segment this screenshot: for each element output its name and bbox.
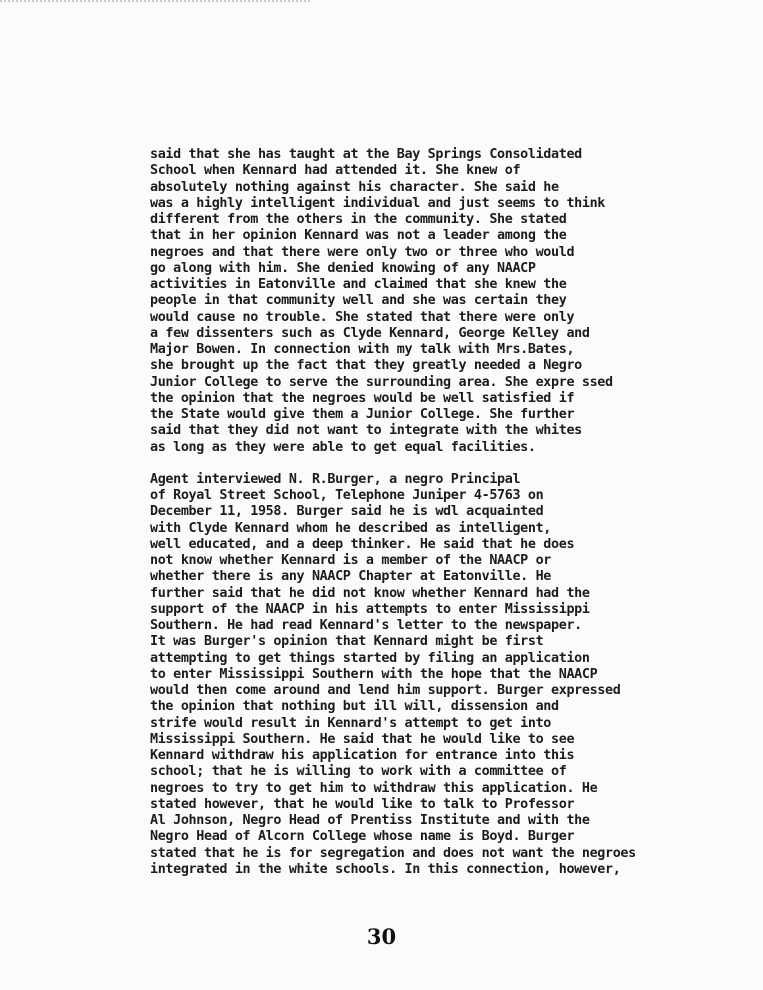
text-line: the opinion that the negroes would be well satisfied if bbox=[150, 390, 575, 406]
text-line: of Royal Street School, Telephone Juniper 4-5763 on bbox=[150, 488, 544, 503]
text-line: activities in Eatonville and claimed that she knew the bbox=[150, 277, 567, 292]
text-line: December 11, 1958. Burger said he is wdl acquainted bbox=[150, 504, 544, 520]
text-line: with Clyde Kennard whom he described as intelligent, bbox=[150, 520, 552, 536]
text-line: a few dissenters such as Clyde Kennard, George Kelley and bbox=[150, 325, 590, 341]
text-line: Junior College to serve the surrounding area. She expre ssed bbox=[150, 374, 613, 390]
text-line: said that they did not want to integrate with the whites bbox=[150, 423, 582, 439]
text-line: Negro Head of Alcorn College whose name is Boyd. Burger bbox=[150, 829, 575, 845]
text-line: negroes to try to get him to withdraw this application. He bbox=[150, 780, 598, 796]
text-line: school; that he is willing to work with a committee of bbox=[150, 764, 567, 780]
text-line: people in that community well and she was certain they bbox=[150, 293, 567, 309]
text-line: to enter Mississippi Southern with the hope that the NAACP bbox=[150, 666, 598, 682]
text-line: Al Johnson, Negro Head of Prentiss Institute and with the bbox=[150, 813, 590, 828]
text-line: Mississippi Southern. He said that he would like to see bbox=[150, 731, 575, 747]
text-line: It was Burger's opinion that Kennard might be first bbox=[150, 634, 544, 650]
text-line: support of the NAACP in his attempts to enter Mississippi bbox=[150, 601, 590, 617]
text-line: integrated in the white schools. In this connection, however, bbox=[150, 861, 621, 877]
text-line: well educated, and a deep thinker. He said that he does bbox=[150, 536, 575, 552]
text-line: stated however, that he would like to talk to Professor bbox=[150, 796, 575, 812]
text-line: Kennard withdraw his application for entrance into this bbox=[150, 748, 575, 763]
text-line: different from the others in the community. She stated bbox=[150, 212, 567, 227]
text-line: go along with him. She denied knowing of any NAACP bbox=[150, 260, 536, 276]
text-line: Southern. He had read Kennard's letter to the newspaper. bbox=[150, 618, 582, 633]
text-line: would cause no trouble. She stated that there were only bbox=[150, 309, 575, 325]
paragraph-2 bbox=[150, 472, 710, 878]
text-line: strife would result in Kennard's attempt to get into bbox=[150, 715, 552, 731]
text-line: not know whether Kennard is a member of the NAACP or bbox=[150, 553, 552, 568]
text-line: was a highly intelligent individual and just seems to think bbox=[150, 195, 605, 211]
text-line: the opinion that nothing but ill will, dissension and bbox=[150, 699, 559, 715]
text-line: the State would give them a Junior College. She further bbox=[150, 407, 575, 422]
top-edge-rule bbox=[0, 0, 310, 2]
text-line: stated that he is for segregation and does not want the negroes bbox=[150, 845, 636, 861]
text-line: further said that he did not know whether Kennard had the bbox=[150, 585, 590, 601]
text-line: attempting to get things started by filing an application bbox=[150, 650, 590, 666]
text-line: School when Kennard had attended it. She knew of bbox=[150, 163, 521, 179]
paragraph-1 bbox=[150, 147, 710, 456]
text-line: would then come around and lend him support. Burger expressed bbox=[150, 683, 621, 698]
text-line: as long as they were able to get equal facilities. bbox=[150, 439, 536, 455]
text-line: Agent interviewed N. R.Burger, a negro Principal bbox=[150, 471, 521, 487]
text-line: that in her opinion Kennard was not a leader among the bbox=[150, 228, 567, 244]
document-body bbox=[150, 147, 710, 878]
page-number: 30 bbox=[366, 924, 397, 949]
text-line: she brought up the fact that they greatly needed a Negro bbox=[150, 358, 582, 374]
text-line: said that she has taught at the Bay Springs Consolidated bbox=[150, 147, 582, 162]
text-line: whether there is any NAACP Chapter at Eatonville. He bbox=[150, 569, 552, 585]
text-line: absolutely nothing against his character. She said he bbox=[150, 179, 559, 195]
text-line: negroes and that there were only two or three who would bbox=[150, 244, 575, 260]
text-line: Major Bowen. In connection with my talk with Mrs.Bates, bbox=[150, 342, 575, 357]
